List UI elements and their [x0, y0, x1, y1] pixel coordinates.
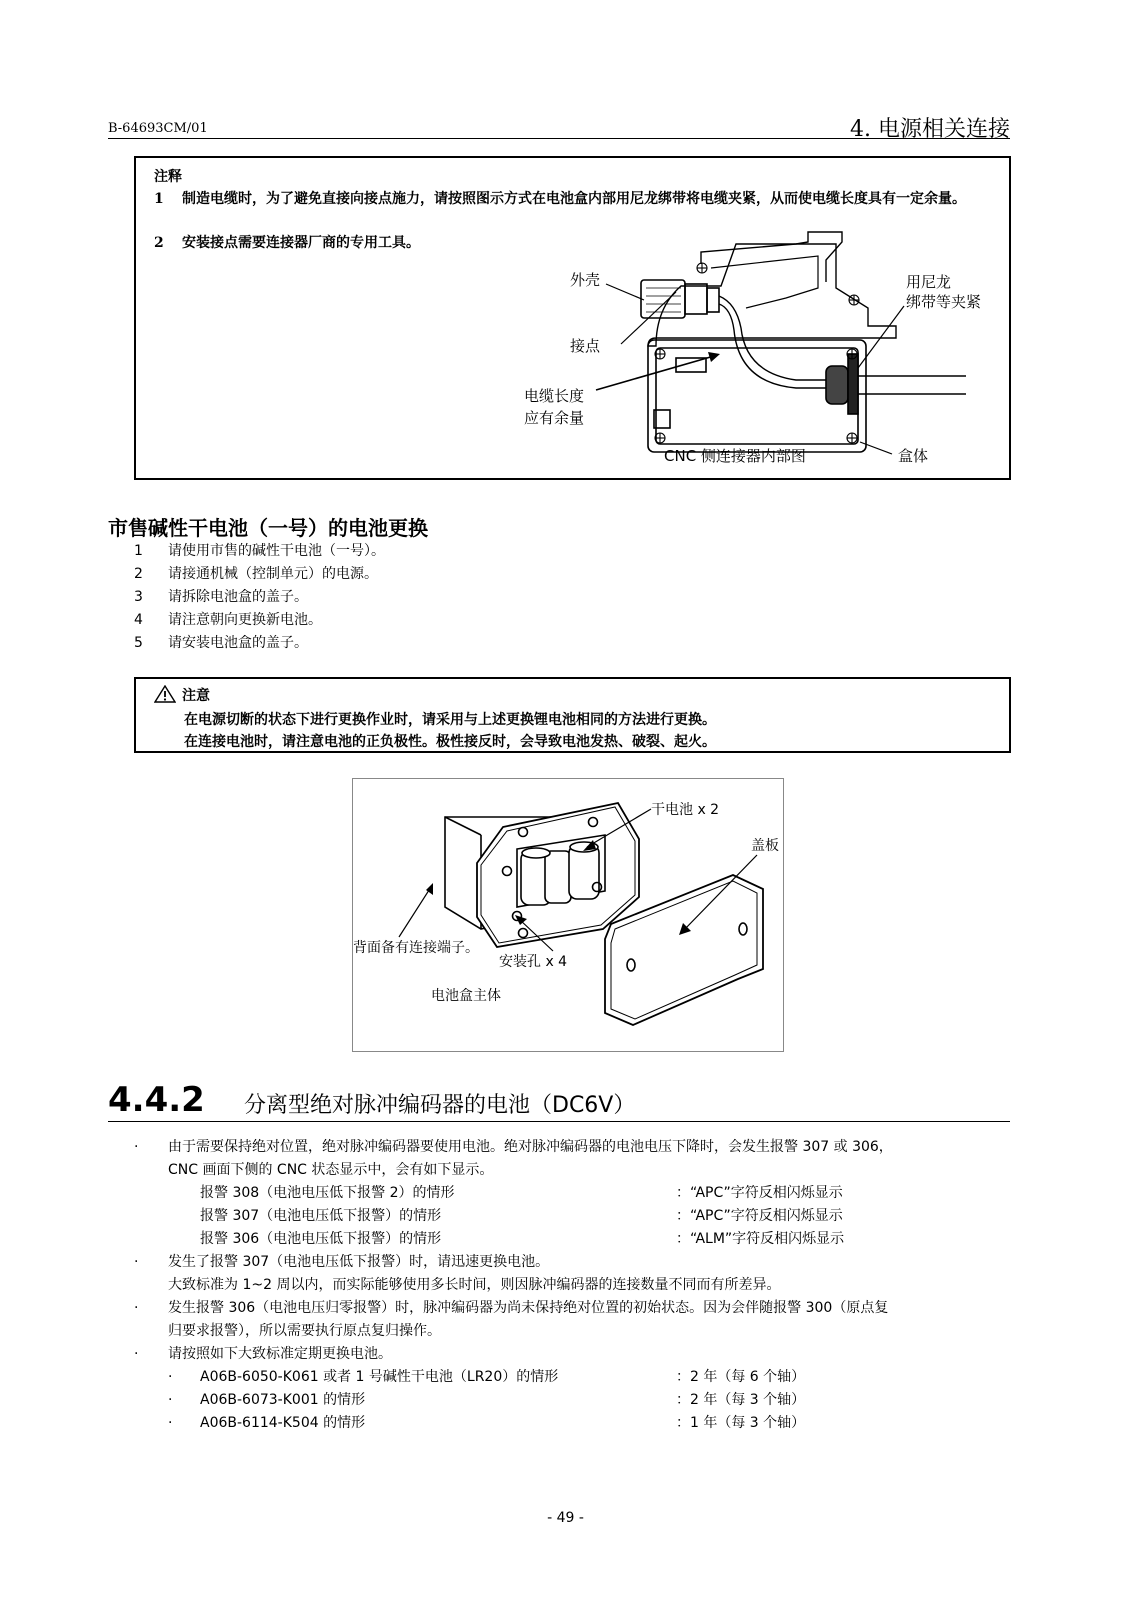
- bullet-dot: ·: [168, 1392, 173, 1408]
- cover-label: 盖板: [751, 838, 779, 854]
- nylon-tie-label-2: 绑带等夹紧: [906, 293, 982, 311]
- step-item: [134, 540, 385, 563]
- paragraph-2-line-1: 发生了报警 307（电池电压低下报警）时，请迅速更换电池。: [168, 1254, 550, 1270]
- step-number: 2: [134, 566, 143, 582]
- step-item: [134, 632, 385, 655]
- note-item-text: 制造电缆时，为了避免直接向接点施力，请按照图示方式在电池盒内部用尼龙绑带将电缆夹紧，从而使电缆长度具有一定余量。: [182, 191, 966, 207]
- step-number: 5: [134, 635, 143, 651]
- page-number: - 49 -: [547, 1510, 584, 1526]
- bullet-dot: ·: [134, 1300, 139, 1316]
- note-item-number: 1: [154, 191, 164, 207]
- mounting-holes-label: 安装孔 x 4: [499, 954, 568, 970]
- doc-id: B-64693CM/01: [108, 121, 208, 136]
- section-title: 市售碱性干电池（一号）的电池更换: [108, 516, 428, 540]
- paragraph-3-line-2: 归要求报警），所以需要执行原点复归操作。: [168, 1323, 441, 1339]
- subsection-title: 分离型绝对脉冲编码器的电池（DC6V）: [244, 1093, 636, 1118]
- step-text: 请接通机械（控制单元）的电源。: [168, 566, 378, 582]
- step-text: 请注意朝向更换新电池。: [168, 612, 322, 628]
- alarm-case: 报警 306（电池电压低下报警）的情形: [200, 1231, 442, 1247]
- header-rule: [108, 138, 1010, 139]
- caution-box: [134, 677, 1011, 753]
- warning-icon: [154, 685, 176, 703]
- paragraph-3-line-1: 发生报警 306（电池电压归零报警）时，脉冲编码器为尚未保持绝对位置的初始状态。因为会伴随报警 300（原点复: [168, 1300, 889, 1316]
- bullet-dot: ·: [134, 1346, 139, 1362]
- caution-header: [154, 685, 210, 705]
- nylon-tie-label-1: 用尼龙: [906, 273, 952, 291]
- step-text: 请使用市售的碱性干电池（一号）。: [168, 543, 385, 559]
- cable-slack-label-2: 应有余量: [524, 409, 585, 427]
- schedule-period: ：2 年（每 6 个轴）: [676, 1369, 806, 1385]
- box-label: 盒体: [898, 447, 929, 465]
- note-box: [134, 156, 1011, 480]
- caution-line: 在连接电池时，请注意电池的正负极性。极性接反时，会导致电池发热、破裂、起火。: [184, 734, 716, 750]
- alarm-display: ：“APC”字符反相闪烁显示: [676, 1208, 843, 1224]
- alarm-case: 报警 307（电池电压低下报警）的情形: [200, 1208, 442, 1224]
- alarm-display: ：“ALM”字符反相闪烁显示: [676, 1231, 845, 1247]
- battery-label: 干电池 x 2: [651, 802, 720, 818]
- bullet-dot: ·: [134, 1254, 139, 1270]
- bullet-dot: ·: [134, 1139, 139, 1155]
- bullet-dot: ·: [168, 1369, 173, 1385]
- schedule-item: A06B-6114-K504 的情形: [200, 1415, 366, 1431]
- note-item-text: 安装接点需要连接器厂商的专用工具。: [182, 235, 420, 251]
- subsection-number: 4.4.2: [108, 1080, 205, 1120]
- figure-caption: CNC 侧连接器内部图: [664, 447, 806, 465]
- subsection-rule: [108, 1121, 1010, 1122]
- step-item: [134, 563, 385, 586]
- schedule-period: ：1 年（每 3 个轴）: [676, 1415, 806, 1431]
- box-body-label: 电池盒主体: [431, 988, 501, 1004]
- schedule-item: A06B-6050-K061 或者 1 号碱性干电池（LR20）的情形: [200, 1369, 559, 1385]
- connector-diagram: [136, 158, 1009, 478]
- battery-box-figure: [352, 778, 784, 1052]
- alarm-case: 报警 308（电池电压低下报警 2）的情形: [200, 1185, 455, 1201]
- caution-title: 注意: [182, 688, 210, 704]
- paragraph-1-line-2: CNC 画面下侧的 CNC 状态显示中，会有如下显示。: [168, 1162, 494, 1178]
- bullet-dot: ·: [168, 1415, 173, 1431]
- paragraph-2-line-2: 大致标准为 1~2 周以内，而实际能够使用多长时间，则因脉冲编码器的连接数量不同而有所差异。: [168, 1277, 781, 1293]
- cable-slack-label-1: 电缆长度: [524, 387, 585, 405]
- note-item-number: 2: [154, 235, 164, 251]
- paragraph-4: 请按照如下大致标准定期更换电池。: [168, 1346, 392, 1362]
- step-text: 请安装电池盒的盖子。: [168, 635, 308, 651]
- shell-label: 外壳: [570, 271, 601, 289]
- step-list: [134, 540, 385, 655]
- chapter-title: 4. 电源相关连接: [850, 117, 1010, 142]
- note-title: 注释: [154, 169, 182, 185]
- step-item: [134, 586, 385, 609]
- step-number: 3: [134, 589, 143, 605]
- step-number: 1: [134, 543, 143, 559]
- schedule-period: ：2 年（每 3 个轴）: [676, 1392, 806, 1408]
- caution-line: 在电源切断的状态下进行更换作业时，请采用与上述更换锂电池相同的方法进行更换。: [184, 712, 716, 728]
- paragraph-1-line-1: 由于需要保持绝对位置，绝对脉冲编码器要使用电池。绝对脉冲编码器的电池电压下降时，会发生报警 307 或 306，: [168, 1139, 893, 1155]
- battery-box-diagram: [353, 779, 783, 1051]
- terminal-label: 背面备有连接端子。: [353, 940, 479, 956]
- alarm-display: ：“APC”字符反相闪烁显示: [676, 1185, 843, 1201]
- step-number: 4: [134, 612, 143, 628]
- schedule-item: A06B-6073-K001 的情形: [200, 1392, 366, 1408]
- step-item: [134, 609, 385, 632]
- step-text: 请拆除电池盒的盖子。: [168, 589, 308, 605]
- contact-label: 接点: [570, 337, 601, 355]
